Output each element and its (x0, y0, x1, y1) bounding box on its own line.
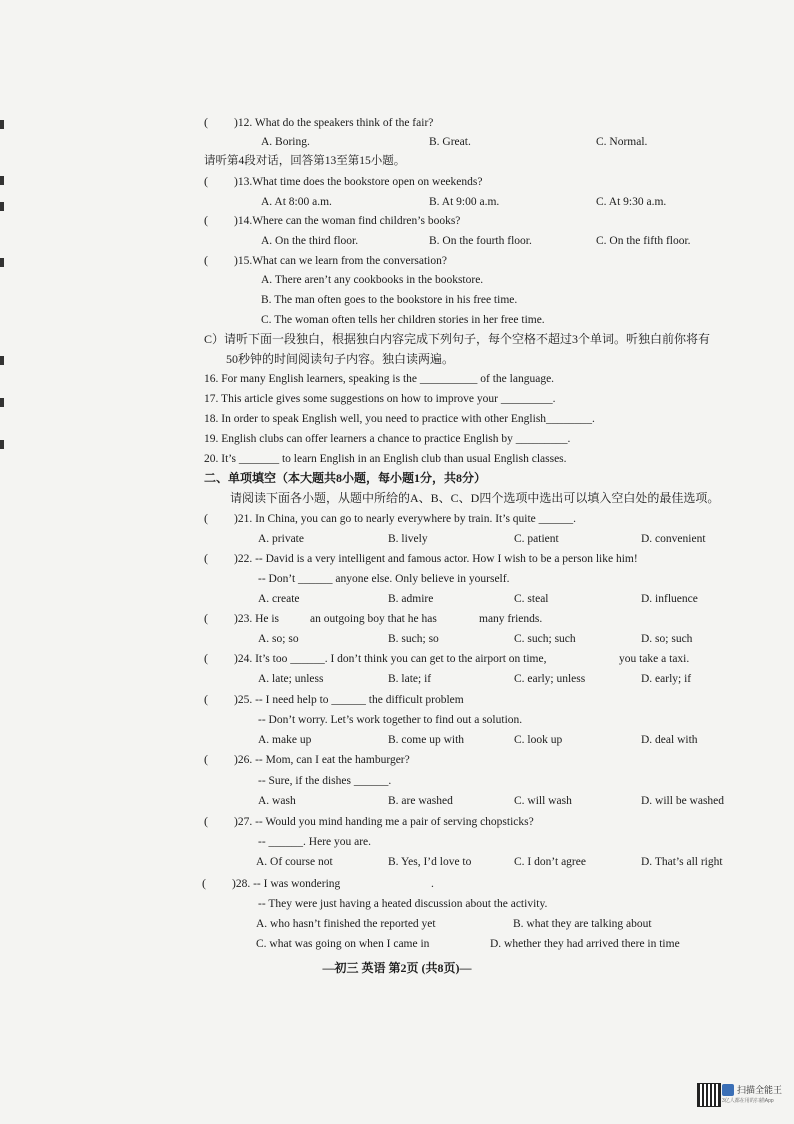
option-b: B. such; so (388, 633, 439, 645)
answer-paren: ( (204, 253, 208, 267)
answer-paren: ( (204, 511, 208, 525)
option-a: A. late; unless (258, 673, 324, 685)
question-24: )24. It’s too ______. I don’t think you can get to the airport on time, (234, 653, 547, 665)
option-d: D. deal with (641, 734, 698, 746)
option-d: D. influence (641, 593, 698, 605)
question-25-reply: -- Don’t worry. Let’s work together to find out a solution. (258, 714, 523, 726)
answer-paren: ( (204, 611, 208, 625)
option-c: C. what was going on when I came in (256, 938, 430, 950)
question-28: )28. -- I was wondering (232, 878, 341, 890)
option-c: C. I don’t agree (514, 856, 586, 868)
option-a: A. make up (258, 734, 312, 746)
binding-mark (0, 120, 4, 129)
answer-paren: ( (204, 814, 208, 828)
option-c: C. At 9:30 a.m. (596, 196, 667, 208)
page-footer: —初三 英语 第2页 (共8页)— (322, 961, 472, 975)
answer-paren: ( (204, 174, 208, 188)
question-21: )21. In China, you can go to nearly everywhere by train. It’s quite ______. (234, 513, 577, 525)
option-d: D. convenient (641, 533, 706, 545)
question-22: )22. -- David is a very intelligent and famous actor. How I wish to be a person like him! (234, 553, 638, 565)
binding-mark (0, 258, 4, 267)
option-c: C. such; such (514, 633, 576, 645)
option-a: A. wash (258, 795, 296, 807)
option-b: B. are washed (388, 795, 453, 807)
fill-item-18: 18. In order to speak English well, you need to practice with other English________. (204, 413, 595, 425)
binding-mark (0, 176, 4, 185)
option-b: B. Great. (429, 136, 471, 148)
option-a: A. At 8:00 a.m. (261, 196, 332, 208)
section-c-instruction: C）请听下面一段独白，根据独白内容完成下列句子，每个空格不超过3个单词。听独白前你将有 (204, 332, 711, 346)
part-2-title: 二、单项填空（本大题共8小题，每小题1分，共8分） (204, 471, 487, 485)
fill-item-17: 17. This article gives some suggestions on how to improve your _________. (204, 393, 556, 405)
question-15: )15.What can we learn from the conversation? (234, 255, 447, 267)
option-a: A. create (258, 593, 300, 605)
option-b: B. late; if (388, 673, 432, 685)
option-b: B. The man often goes to the bookstore in his free time. (261, 294, 518, 306)
option-b: B. lively (388, 533, 428, 545)
option-d: D. early; if (641, 673, 692, 685)
question-26: )26. -- Mom, can I eat the hamburger? (234, 754, 410, 766)
option-a: A. so; so (258, 633, 299, 645)
option-c: C. The woman often tells her children stories in her free time. (261, 314, 545, 326)
question-27: )27. -- Would you mind handing me a pair of serving chopsticks? (234, 816, 534, 828)
answer-paren: ( (202, 876, 206, 890)
answer-paren: ( (204, 692, 208, 706)
answer-paren: ( (204, 752, 208, 766)
scanner-logo-icon (722, 1084, 734, 1096)
option-c: C. Normal. (596, 136, 648, 148)
question-12: )12. What do the speakers think of the fair? (234, 117, 434, 129)
fill-item-16: 16. For many English learners, speaking is the __________ of the language. (204, 373, 555, 385)
option-b: B. admire (388, 593, 434, 605)
option-b: B. On the fourth floor. (429, 235, 532, 247)
question-28-reply: -- They were just having a heated discussion about the activity. (258, 898, 548, 910)
option-d: D. so; such (641, 633, 693, 645)
qr-code-icon (697, 1083, 721, 1107)
option-a: A. On the third floor. (261, 235, 359, 247)
question-22-reply: -- Don’t ______ anyone else. Only believe in yourself. (258, 573, 510, 585)
option-d: D. whether they had arrived there in time (490, 938, 680, 950)
dialogue-4-instruction: 请听第4段对话，回答第13至第15小题。 (204, 155, 406, 167)
answer-paren: ( (204, 115, 208, 129)
option-a: A. Boring. (261, 136, 310, 148)
fill-item-20: 20. It’s _______ to learn English in an English club than usual English classes. (204, 453, 567, 465)
option-a: A. Of course not (256, 856, 333, 868)
option-c: C. early; unless (514, 673, 586, 685)
part-2-instruction: 请阅读下面各小题，从题中所给的A、B、C、D四个选项中选出可以填入空白处的最佳选项。 (230, 491, 720, 505)
answer-paren: ( (204, 651, 208, 665)
question-26-reply: -- Sure, if the dishes ______. (258, 775, 392, 787)
section-c-instruction-cont: 50秒钟的时间阅读句子内容。独白读两遍。 (226, 352, 455, 366)
option-c: C. steal (514, 593, 549, 605)
option-b: B. what they are talking about (513, 918, 652, 930)
question-13: )13.What time does the bookstore open on weekends? (234, 176, 483, 188)
question-14: )14.Where can the woman find children’s books? (234, 215, 461, 227)
answer-paren: ( (204, 551, 208, 565)
option-b: B. come up with (388, 734, 465, 746)
answer-paren: ( (204, 213, 208, 227)
question-23-end: many friends. (479, 613, 543, 625)
scanner-watermark-subtitle: 3亿人都在用的扫描App (722, 1098, 774, 1104)
question-27-reply: -- ______. Here you are. (258, 836, 372, 848)
option-c: C. On the fifth floor. (596, 235, 691, 247)
option-a: A. private (258, 533, 304, 545)
binding-mark (0, 440, 4, 449)
option-b: B. Yes, I’d love to (388, 856, 472, 868)
question-28-end: . (431, 878, 434, 890)
binding-mark (0, 398, 4, 407)
option-c: C. look up (514, 734, 563, 746)
option-a: A. who hasn’t finished the reported yet (256, 918, 436, 930)
question-23: )23. He is (234, 613, 280, 625)
binding-mark (0, 202, 4, 211)
option-a: A. There aren’t any cookbooks in the bookstore. (261, 274, 484, 286)
question-24-end: you take a taxi. (619, 653, 690, 665)
option-d: D. will be washed (641, 795, 725, 807)
binding-mark (0, 356, 4, 365)
scanner-watermark-title: 扫描全能王 (737, 1085, 783, 1095)
option-b: B. At 9:00 a.m. (429, 196, 500, 208)
question-23-mid: an outgoing boy that he has (310, 613, 437, 625)
fill-item-19: 19. English clubs can offer learners a chance to practice English by _________. (204, 433, 571, 445)
option-c: C. patient (514, 533, 559, 545)
question-25: )25. -- I need help to ______ the difficult problem (234, 694, 464, 706)
option-d: D. That’s all right (641, 856, 723, 868)
option-c: C. will wash (514, 795, 572, 807)
